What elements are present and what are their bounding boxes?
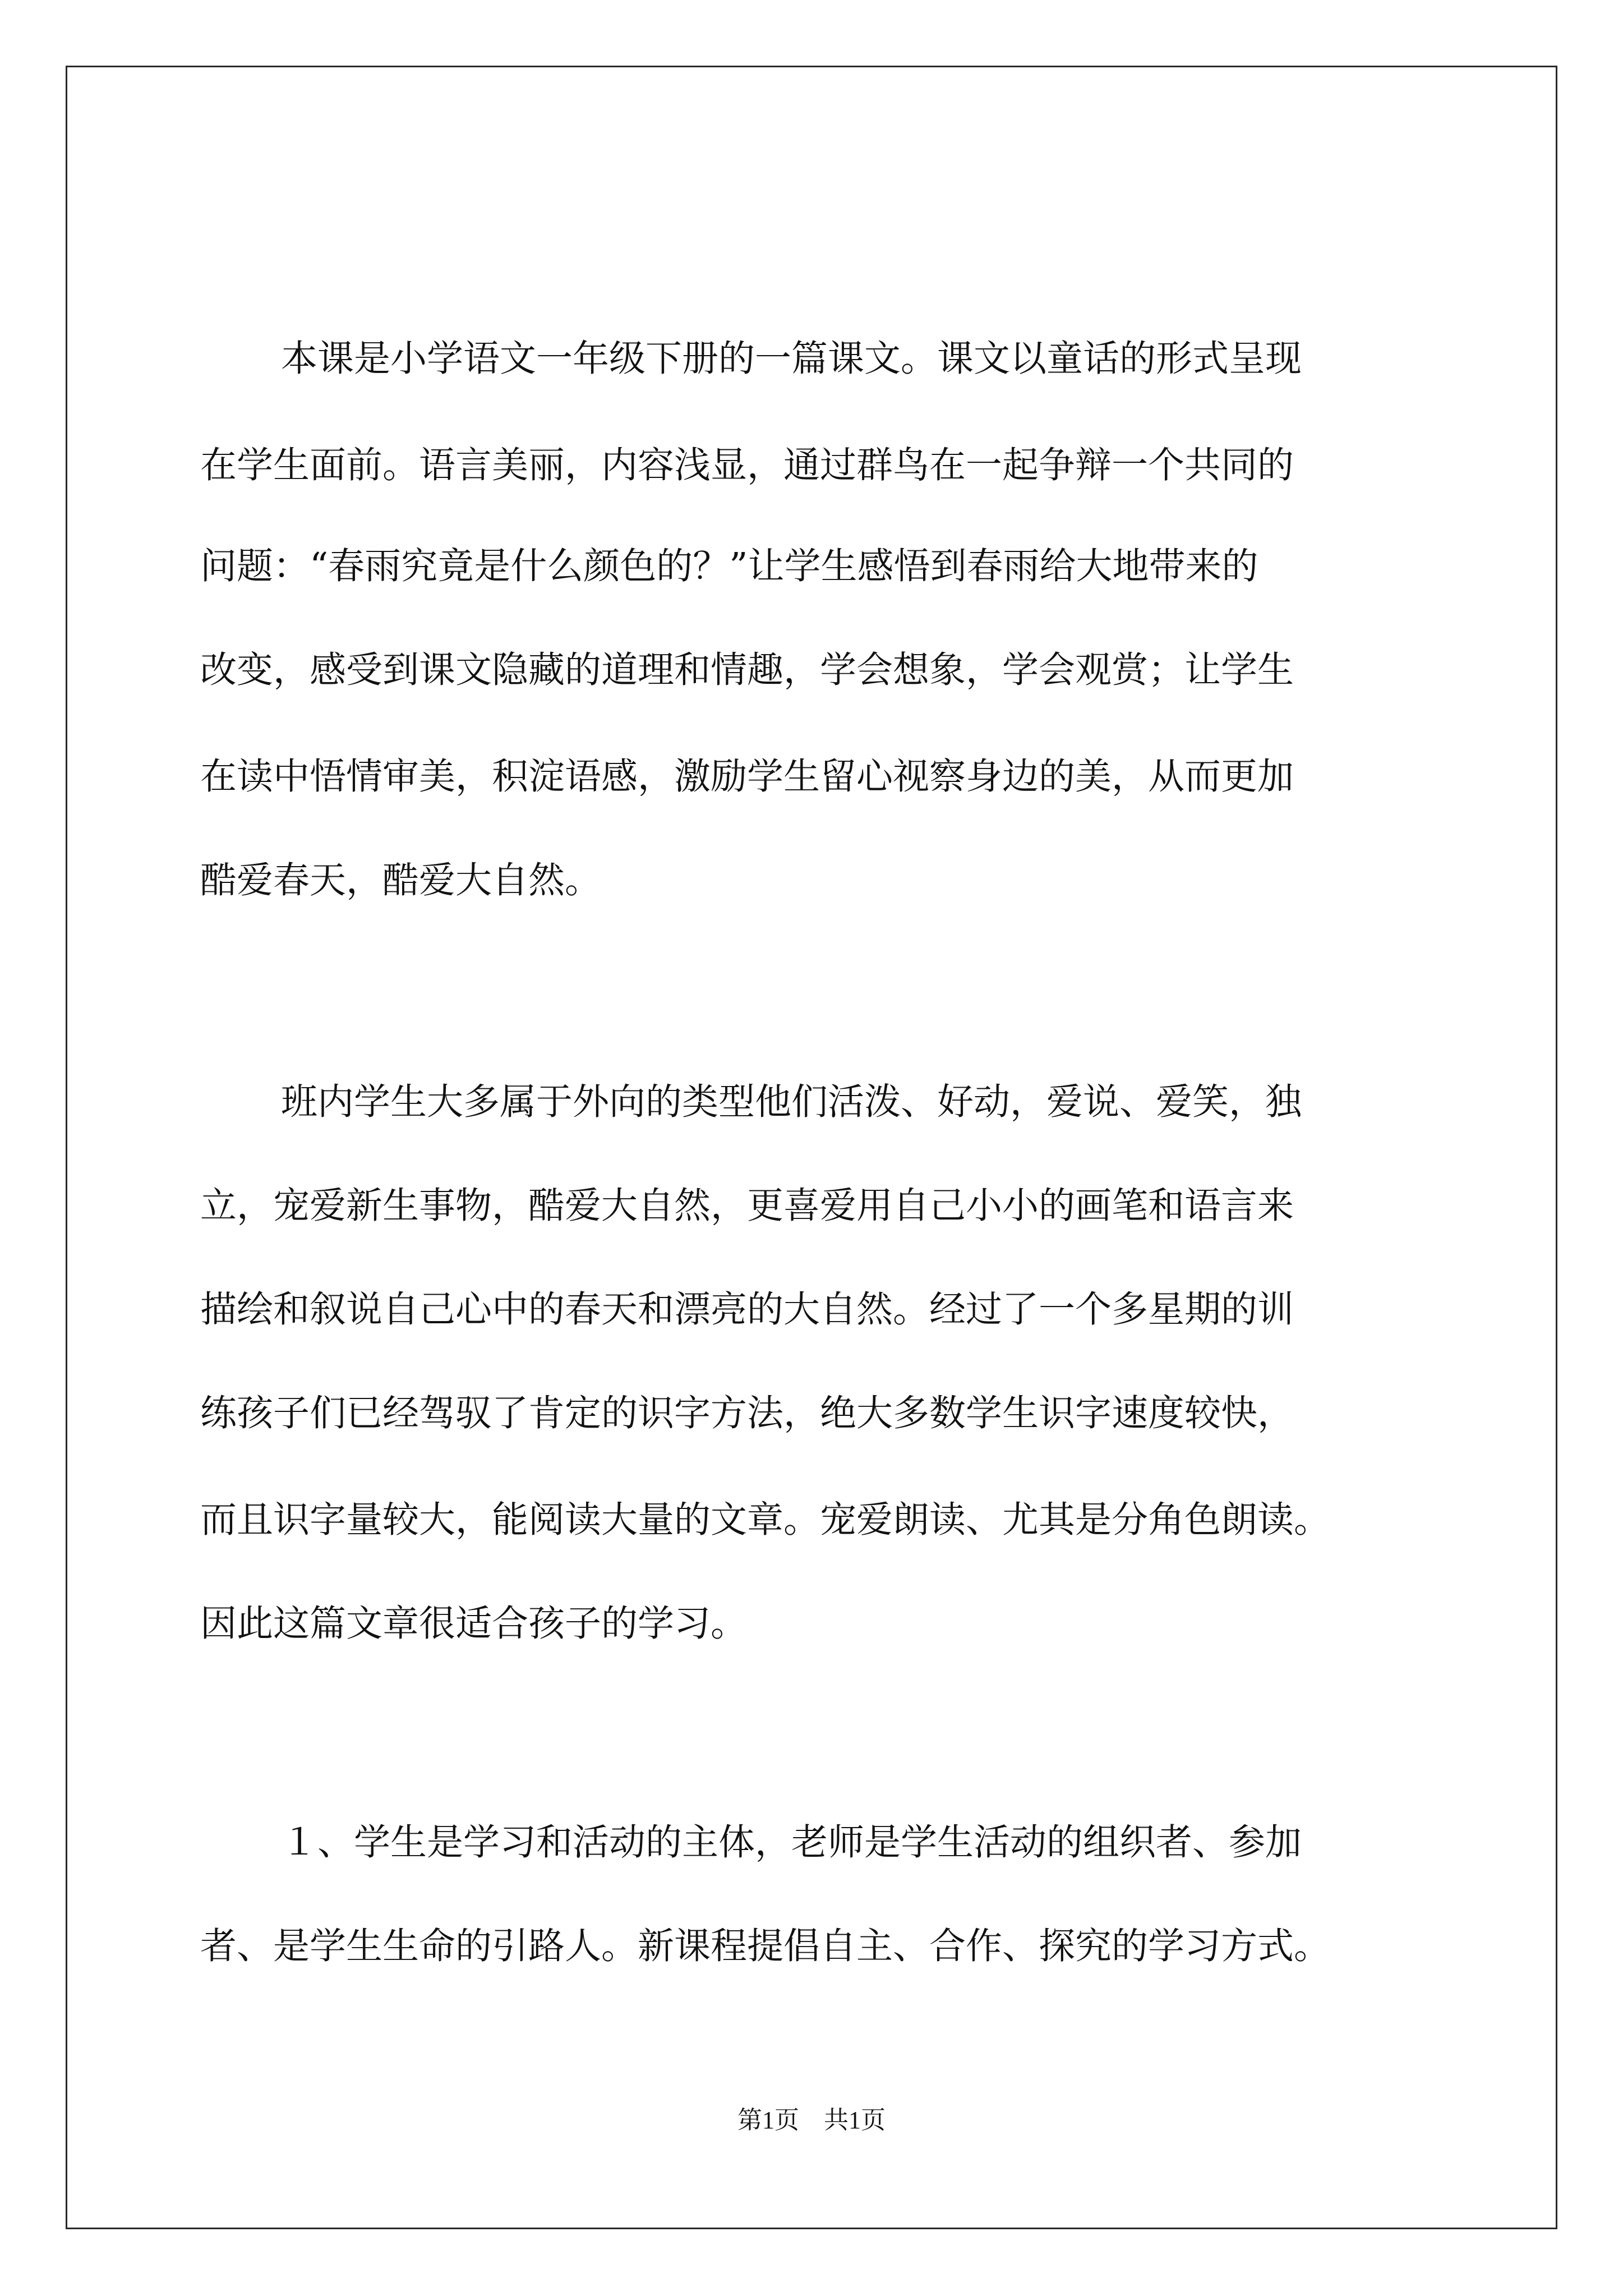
paragraph-line: 者、是学生生命的引路人。新课程提倡自主、合作、探究的学习方式。 (200, 1925, 1331, 1967)
paragraph-line: 问题：“春雨究竟是什么颜色的？”让学生感悟到春雨给大地带来的 (200, 545, 1258, 587)
paragraph-line: 在学生面前。语言美丽，内容浅显，通过群鸟在一起争辩一个共同的 (200, 444, 1294, 486)
paragraph-line: 在读中悟情审美，积淀语感，激励学生留心视察身边的美，从而更加 (200, 756, 1294, 798)
paragraph-line: 本课是小学语文一年级下册的一篇课文。课文以童话的形式呈现 (281, 338, 1302, 380)
paragraph-line: １、学生是学习和活动的主体，老师是学生活动的组织者、参加 (281, 1821, 1302, 1864)
page-border (66, 66, 1557, 2229)
paragraph-line: 练孩子们已经驾驭了肯定的识字方法，绝大多数学生识字速度较快， (200, 1392, 1294, 1434)
paragraph-line: 而且识字量较大，能阅读大量的文章。宠爱朗读、尤其是分角色朗读。 (200, 1499, 1331, 1541)
paragraph-line: 因此这篇文章很适合孩子的学习。 (200, 1603, 748, 1645)
paragraph-line: 酷爱春天，酷爱大自然。 (200, 859, 602, 901)
paragraph-line: 立，宠爱新生事物，酷爱大自然，更喜爱用自己小小的画笔和语言来 (200, 1185, 1294, 1227)
paragraph-line: 改变，感受到课文隐藏的道理和情趣，学会想象，学会观赏；让学生 (200, 649, 1294, 691)
paragraph-line: 描绘和叙说自己心中的春天和漂亮的大自然。经过了一个多星期的训 (200, 1289, 1294, 1331)
page-footer: 第1页 共1页 (737, 2106, 886, 2134)
paragraph-line: 班内学生大多属于外向的类型他们活泼、好动，爱说、爱笑，独 (281, 1081, 1302, 1123)
